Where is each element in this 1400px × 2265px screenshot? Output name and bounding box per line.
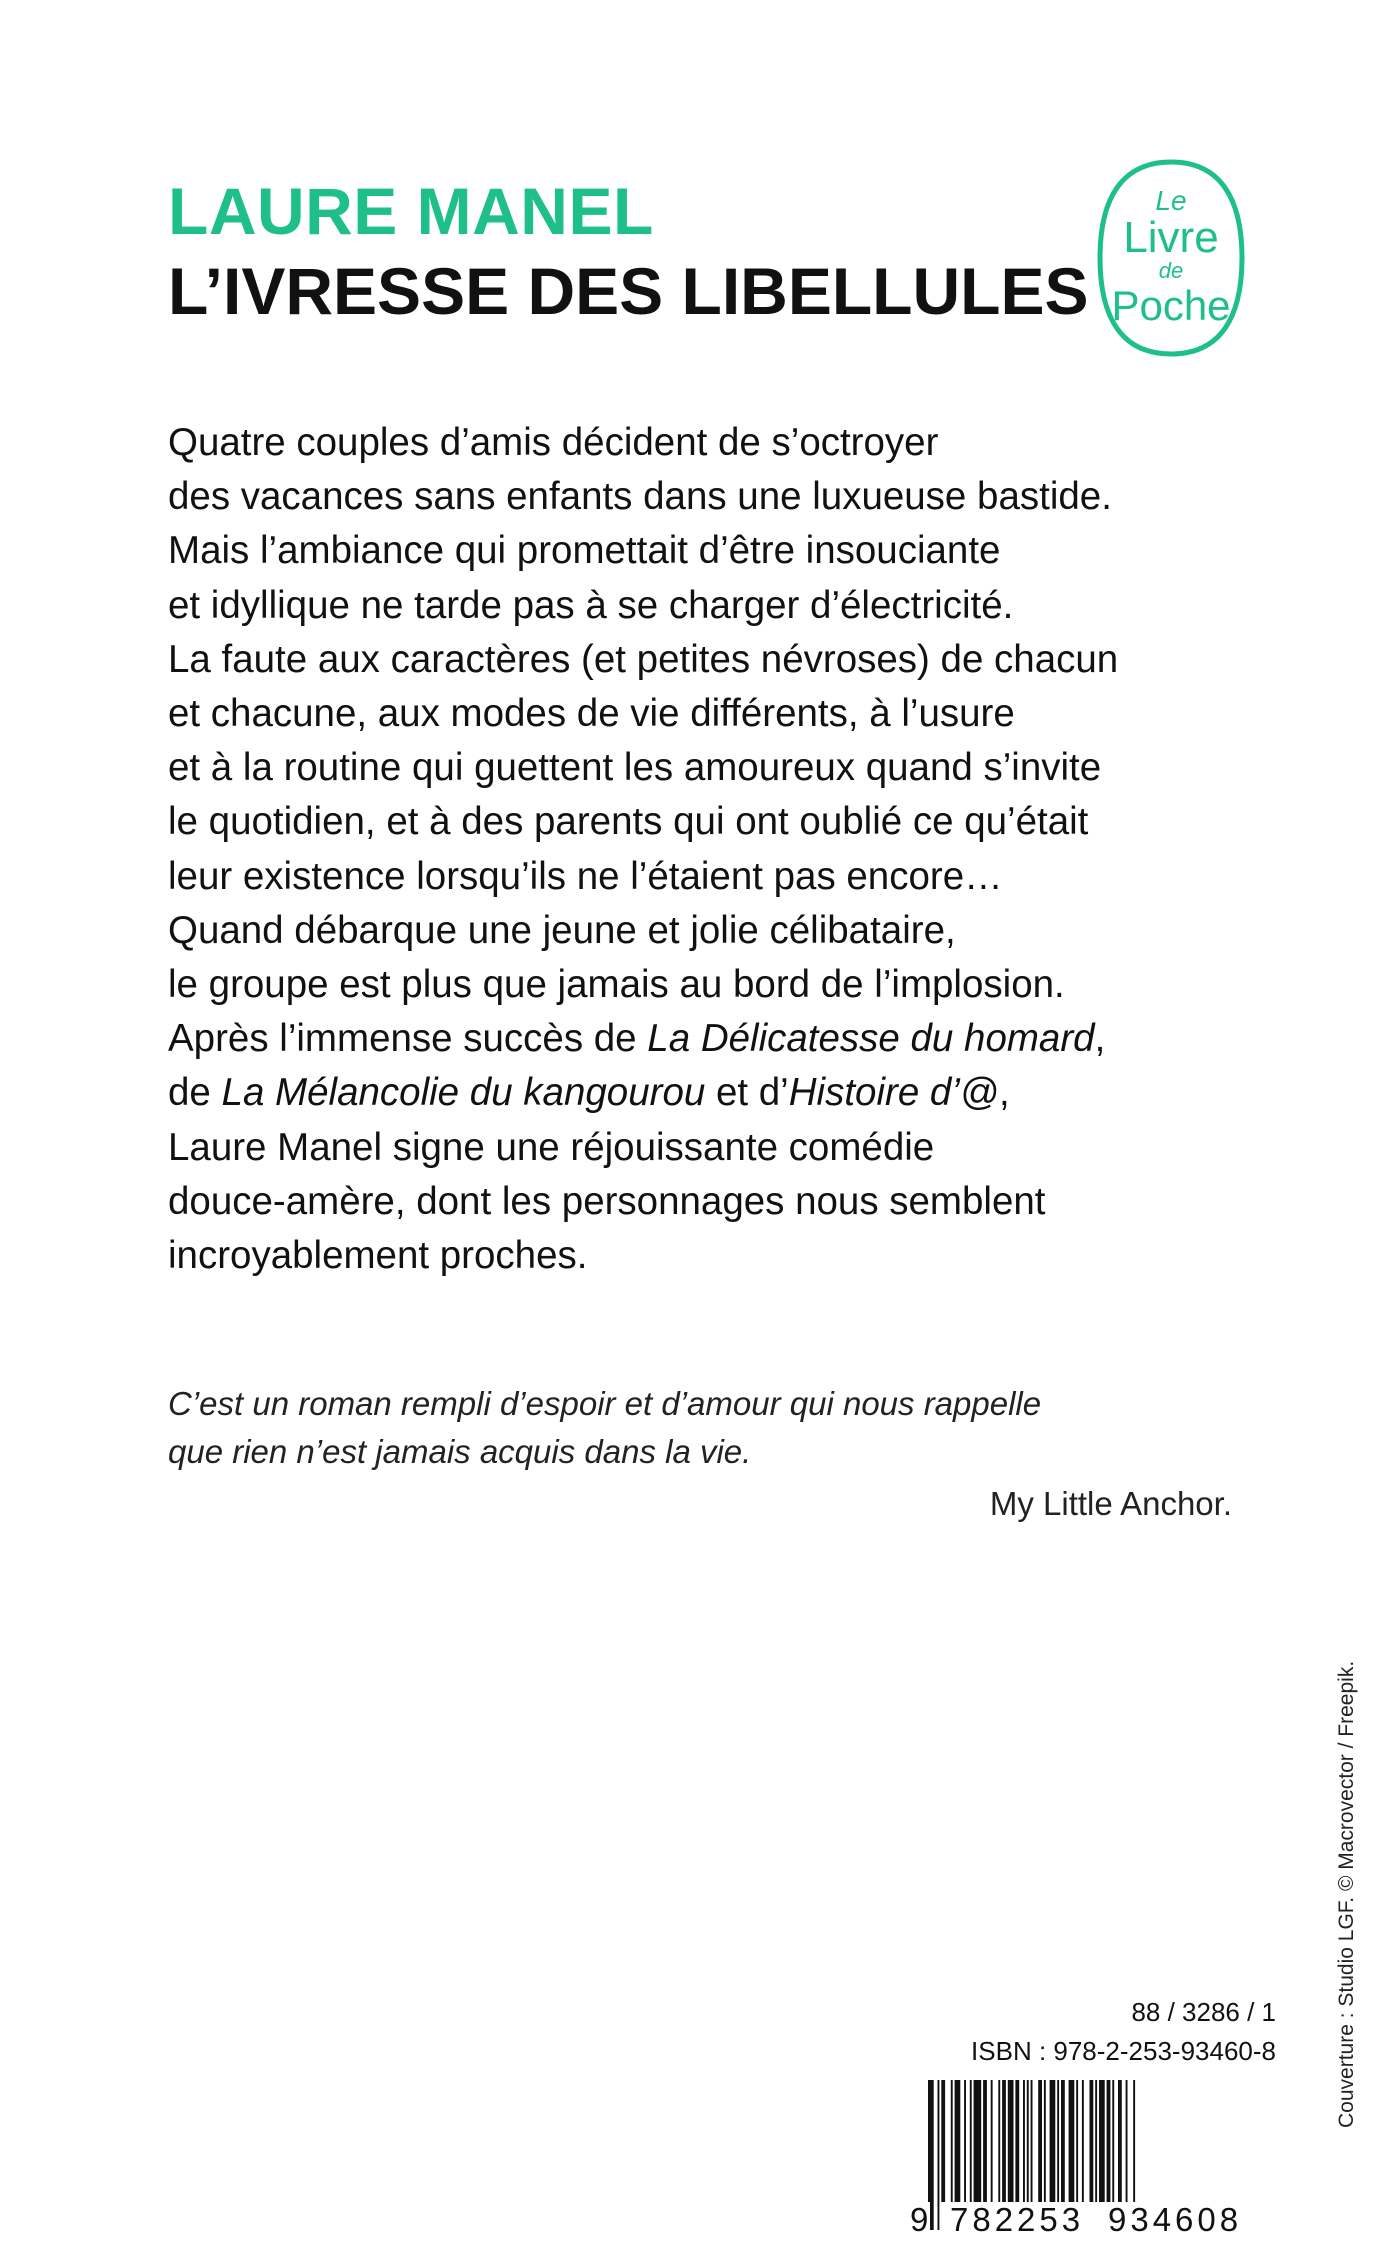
quote-source: My Little Anchor. [989, 1485, 1232, 1522]
barcode-bar [1095, 2080, 1097, 2202]
blurb-text: Après l’immense succès de [168, 1017, 648, 1061]
blurb-text: de [168, 1071, 222, 1115]
barcode-bar [1076, 2080, 1078, 2202]
logo-text-de: de [1158, 258, 1184, 283]
back-cover-blurb [168, 416, 1248, 1283]
blurb-line: Quand débarque une jeune et jolie célibataire, [168, 908, 956, 952]
cover-credit: Couverture : Studio LGF. © Macrovector / Freepik. [1335, 1660, 1358, 2128]
barcode-bar [955, 2080, 961, 2202]
barcode-bar [998, 2080, 1000, 2202]
barcode-bar [1023, 2080, 1025, 2202]
blurb-line: incroyablement proches. [168, 1234, 588, 1278]
barcode-bar [1126, 2080, 1128, 2202]
blurb-line-previous-books [168, 1012, 1248, 1066]
barcode-bar [1112, 2080, 1114, 2202]
blurb-line: Quatre couples d’amis décident de s’octroyer [168, 421, 939, 464]
blurb-line: le groupe est plus que jamais au bord de l’implosion. [168, 963, 1065, 1007]
barcode-bar [1118, 2080, 1122, 2202]
blurb-line: Mais l’ambiance qui promettait d’être insouciante [168, 529, 1001, 573]
barcode-digits [908, 2202, 1276, 2242]
barcode-bar [1082, 2080, 1084, 2202]
barcode-bar [1061, 2080, 1065, 2202]
barcode-bar [1015, 2080, 1019, 2202]
book-title-histoire: Histoire d’@ [788, 1071, 999, 1115]
blurb-text: et d’ [705, 1071, 789, 1115]
blurb-text: , [998, 1071, 1010, 1115]
book-title: L’IVRESSE DES LIBELLULES [168, 254, 1089, 328]
barcode-bar [941, 2080, 945, 2202]
barcode-bar [1008, 2080, 1014, 2202]
isbn-number: ISBN : 978-2-253-93460-8 [971, 2036, 1276, 2066]
blurb-line-previous-books [168, 1066, 1248, 1120]
barcode-bar [964, 2080, 966, 2202]
blurb-line: Laure Manel signe une réjouissante comédie [168, 1125, 935, 1169]
logo-text-poche: Poche [1111, 282, 1231, 329]
blurb-line: La faute aux caractères (et petites névroses) de chacun [168, 637, 1119, 681]
blurb-line: et idyllique ne tarde pas à se charger d’électricité. [168, 583, 1014, 627]
barcode-bar [970, 2080, 972, 2202]
barcode-left-digits: 782253 [950, 2201, 1085, 2238]
catalog-reference: 88 / 3286 / 1 [1131, 1997, 1276, 2027]
book-title-delicatesse: La Délicatesse du homard [647, 1017, 1095, 1061]
blurb-line: et à la routine qui guettent les amoureux quand s’invite [168, 746, 1102, 790]
logo-text-livre: Livre [1123, 213, 1219, 262]
barcode-bar [974, 2080, 982, 2202]
barcode-bar [1027, 2080, 1029, 2202]
barcode-bar [1002, 2080, 1006, 2202]
blurb-line: douce-amère, dont les personnages nous semblent [168, 1179, 1046, 1223]
barcode-bar [1044, 2080, 1046, 2202]
barcode-bar [1090, 2080, 1094, 2202]
barcode-lead-digit: 9 [910, 2201, 929, 2238]
blurb-line: des vacances sans enfants dans une luxueuse bastide. [168, 475, 1112, 519]
author-name: LAURE MANEL [168, 174, 654, 248]
barcode-bar [1057, 2080, 1059, 2202]
quote-line: C’est un roman rempli d’espoir et d’amour qui nous rappelle [168, 1385, 1042, 1422]
blurb-line: leur existence lorsqu’ils ne l’étaient pas encore… [168, 854, 1003, 898]
logo-text-le: Le [1155, 185, 1187, 216]
book-title-melancolie: La Mélancolie du kangourou [221, 1071, 706, 1115]
blurb-line: et chacune, aux modes de vie différents, à l’usure [168, 692, 1015, 736]
barcode-right-digits: 934608 [1108, 2201, 1243, 2238]
press-quote [168, 1380, 1041, 1476]
barcode-bar [983, 2080, 987, 2202]
barcode-bar [1107, 2080, 1111, 2202]
barcode-bar [951, 2080, 953, 2202]
blurb-text: , [1094, 1017, 1106, 1061]
le-livre-de-poche-logo [1092, 158, 1250, 358]
barcode-bar [1069, 2080, 1075, 2202]
blurb-line: le quotidien, et à des parents qui ont oublié ce qu’était [168, 800, 1089, 844]
quote-line: que rien n’est jamais acquis dans la vie. [168, 1433, 752, 1470]
barcode-bar [1050, 2080, 1056, 2202]
barcode-bar [991, 2080, 993, 2202]
barcode-bar [1099, 2080, 1105, 2202]
